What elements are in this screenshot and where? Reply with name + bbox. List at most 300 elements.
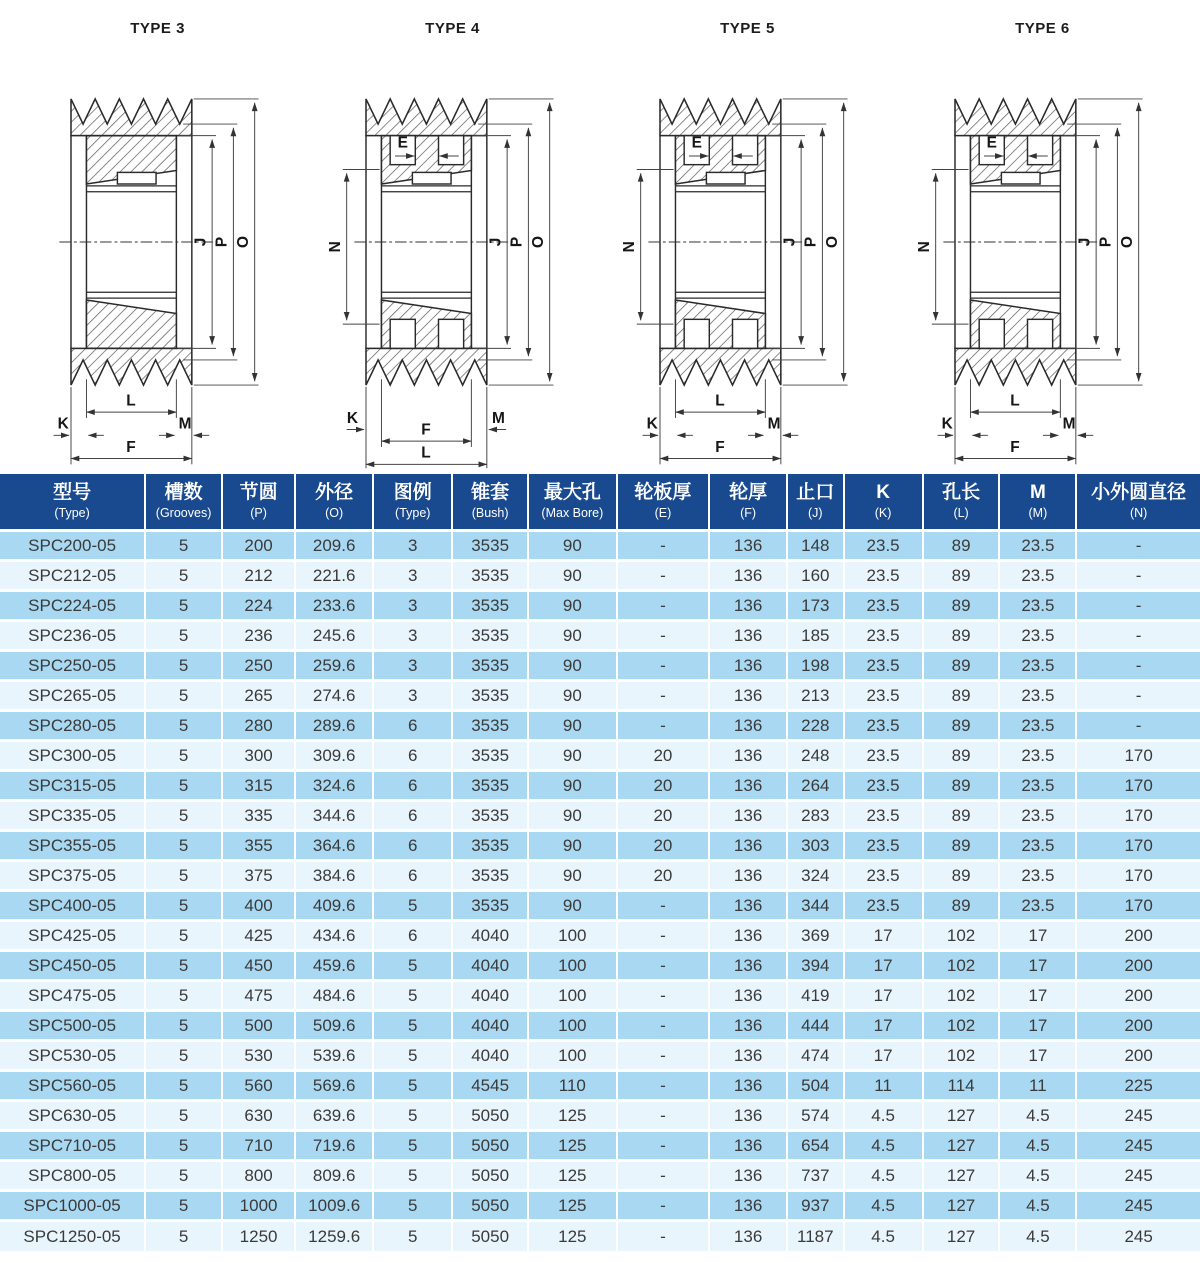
cell: 136 — [709, 651, 787, 681]
cell: 90 — [528, 861, 617, 891]
cell: 5 — [145, 711, 222, 741]
cell: 335 — [222, 801, 295, 831]
col-header-en: (M) — [1028, 505, 1048, 520]
cell: 23.5 — [844, 891, 923, 921]
col-header-en: (L) — [953, 505, 969, 520]
cell: SPC250-05 — [0, 651, 145, 681]
cell: 200 — [1076, 921, 1200, 951]
cell: 4.5 — [999, 1131, 1076, 1161]
cell: 5 — [373, 1041, 452, 1071]
cell: 136 — [709, 1161, 787, 1191]
col-header-en: (N) — [1129, 505, 1148, 520]
cell: 274.6 — [295, 681, 373, 711]
cell: 4.5 — [999, 1161, 1076, 1191]
cell: 170 — [1076, 861, 1200, 891]
cell: 264 — [787, 771, 843, 801]
col-header-7 — [617, 474, 709, 531]
cell: 474 — [787, 1041, 843, 1071]
cell: 3535 — [452, 591, 528, 621]
cell: 400 — [222, 891, 295, 921]
col-header-zh: 型号 — [53, 482, 92, 503]
col-header-6 — [528, 474, 617, 531]
col-header-4 — [373, 474, 452, 531]
cell: 185 — [787, 621, 843, 651]
cell: 245 — [1076, 1101, 1200, 1131]
cell: 23.5 — [999, 831, 1076, 861]
cell: 245 — [1076, 1161, 1200, 1191]
cell: 5 — [145, 651, 222, 681]
cell: 6 — [373, 771, 452, 801]
table-row — [0, 891, 1200, 921]
table-row — [0, 861, 1200, 891]
col-header-zh: 轮厚 — [729, 482, 768, 503]
cell: 5050 — [452, 1221, 528, 1251]
cell: 170 — [1076, 771, 1200, 801]
cell: 170 — [1076, 891, 1200, 921]
figure-type5 — [604, 10, 891, 474]
table-row — [0, 1101, 1200, 1131]
cell: 136 — [709, 1191, 787, 1221]
dim-label-j: J — [191, 237, 209, 247]
cell: 125 — [528, 1101, 617, 1131]
figure-title: TYPE 5 — [720, 20, 775, 37]
dim-label-m: M — [1063, 415, 1076, 433]
table-row — [0, 831, 1200, 861]
cell: 6 — [373, 741, 452, 771]
cell: - — [1076, 711, 1200, 741]
cell: - — [617, 1041, 709, 1071]
cell: 6 — [373, 831, 452, 861]
cell: 250 — [222, 651, 295, 681]
cell: 6 — [373, 921, 452, 951]
cell: 3 — [373, 651, 452, 681]
cell: 560 — [222, 1071, 295, 1101]
cell: 245.6 — [295, 621, 373, 651]
cell: 136 — [709, 1131, 787, 1161]
cell: 4.5 — [844, 1161, 923, 1191]
web-slot — [1028, 136, 1053, 165]
table-row — [0, 1071, 1200, 1101]
cell: 100 — [528, 951, 617, 981]
cell: 5050 — [452, 1131, 528, 1161]
cell: 127 — [923, 1101, 1000, 1131]
cell: 89 — [923, 531, 1000, 561]
cell: 198 — [787, 651, 843, 681]
cell: 209.6 — [295, 531, 373, 561]
dim-label-o: O — [1119, 235, 1137, 249]
cell: 5 — [373, 1011, 452, 1041]
cell: SPC425-05 — [0, 921, 145, 951]
cell: 127 — [923, 1131, 1000, 1161]
cell: 100 — [528, 921, 617, 951]
table-row — [0, 801, 1200, 831]
cell: 127 — [923, 1161, 1000, 1191]
cell: 136 — [709, 1071, 787, 1101]
dim-label-o: O — [529, 235, 547, 249]
dim-label-j: J — [486, 237, 504, 247]
cell: 23.5 — [844, 591, 923, 621]
cell: 5 — [373, 1161, 452, 1191]
col-header-zh: 止口 — [796, 482, 835, 503]
cell: 303 — [787, 831, 843, 861]
cell: 89 — [923, 741, 1000, 771]
cell: 4040 — [452, 1041, 528, 1071]
cell: 173 — [787, 591, 843, 621]
dim-label-l: L — [420, 444, 431, 462]
table-row — [0, 1161, 1200, 1191]
cell: 5 — [145, 591, 222, 621]
table-row — [0, 1221, 1200, 1251]
cell: 500 — [222, 1011, 295, 1041]
table-row — [0, 711, 1200, 741]
cell: 280 — [222, 711, 295, 741]
cell: SPC315-05 — [0, 771, 145, 801]
cell: 90 — [528, 711, 617, 741]
cell: 3535 — [452, 621, 528, 651]
cell: 3535 — [452, 531, 528, 561]
cell: 459.6 — [295, 951, 373, 981]
cell: - — [1076, 681, 1200, 711]
cell: 324.6 — [295, 771, 373, 801]
spec-table — [0, 474, 1200, 1251]
cell: 719.6 — [295, 1131, 373, 1161]
cell: 364.6 — [295, 831, 373, 861]
cell: SPC236-05 — [0, 621, 145, 651]
cell: SPC400-05 — [0, 891, 145, 921]
cell: 5 — [145, 801, 222, 831]
cell: 375 — [222, 861, 295, 891]
table-row — [0, 921, 1200, 951]
cell: 17 — [844, 921, 923, 951]
cell: - — [1076, 531, 1200, 561]
cell: 17 — [844, 1011, 923, 1041]
cell: 23.5 — [844, 831, 923, 861]
col-header-en: (F) — [740, 505, 757, 520]
dim-label-l: L — [1010, 392, 1021, 410]
web-slot — [390, 319, 415, 348]
cell: 5 — [145, 621, 222, 651]
cell: 89 — [923, 681, 1000, 711]
cell: 160 — [787, 561, 843, 591]
cell: 170 — [1076, 801, 1200, 831]
cell: 344 — [787, 891, 843, 921]
cell: 20 — [617, 831, 709, 861]
cell: - — [617, 1131, 709, 1161]
cell: 100 — [528, 981, 617, 1011]
col-header-zh: 小外圆直径 — [1091, 482, 1187, 503]
col-header-0 — [0, 474, 145, 531]
col-header-en: (P) — [250, 505, 267, 520]
cell: 3535 — [452, 651, 528, 681]
cell: - — [617, 621, 709, 651]
cell: 23.5 — [844, 531, 923, 561]
col-header-zh: 孔长 — [942, 482, 981, 503]
cell: 136 — [709, 741, 787, 771]
cell: 11 — [999, 1071, 1076, 1101]
cell: 3 — [373, 531, 452, 561]
cell: 3535 — [452, 861, 528, 891]
cell: 5 — [145, 1221, 222, 1251]
cell: 710 — [222, 1131, 295, 1161]
cell: 136 — [709, 921, 787, 951]
cell: 6 — [373, 801, 452, 831]
dim-label-o: O — [234, 235, 252, 249]
cell: 434.6 — [295, 921, 373, 951]
cell: - — [617, 711, 709, 741]
figure-type6 — [899, 10, 1186, 474]
dim-label-p: P — [213, 236, 231, 248]
cell: 20 — [617, 741, 709, 771]
cell: 450 — [222, 951, 295, 981]
cell: 102 — [923, 951, 1000, 981]
cell: 23.5 — [999, 801, 1076, 831]
col-header-en: (O) — [325, 505, 344, 520]
cell: SPC1000-05 — [0, 1191, 145, 1221]
cell: 136 — [709, 1041, 787, 1071]
cell: 136 — [709, 1011, 787, 1041]
cell: 425 — [222, 921, 295, 951]
cell: 5 — [145, 1161, 222, 1191]
col-header-8 — [709, 474, 787, 531]
cell: 23.5 — [999, 531, 1076, 561]
cell: SPC530-05 — [0, 1041, 145, 1071]
cell: 100 — [528, 1011, 617, 1041]
cell: 504 — [787, 1071, 843, 1101]
cell: 5 — [373, 891, 452, 921]
cell: 23.5 — [999, 771, 1076, 801]
col-header-en: (Bush) — [471, 505, 509, 520]
cell: 90 — [528, 801, 617, 831]
figures-row — [0, 0, 1200, 474]
cell: - — [617, 891, 709, 921]
cell: 23.5 — [999, 861, 1076, 891]
dim-label-f: F — [715, 438, 726, 456]
header-row — [0, 474, 1200, 531]
cell: 200 — [1076, 951, 1200, 981]
groove-rim-bottom — [955, 348, 1076, 385]
cell: - — [617, 1101, 709, 1131]
cell: 5 — [145, 831, 222, 861]
cell: 5 — [373, 1101, 452, 1131]
cell: 213 — [787, 681, 843, 711]
table-row — [0, 741, 1200, 771]
col-header-11 — [923, 474, 1000, 531]
cell: 569.6 — [295, 1071, 373, 1101]
cell: 289.6 — [295, 711, 373, 741]
col-header-zh: 图例 — [393, 482, 432, 503]
cell: 394 — [787, 951, 843, 981]
cell: 90 — [528, 831, 617, 861]
web-slot — [685, 319, 710, 348]
cell: 5050 — [452, 1101, 528, 1131]
cell: 539.6 — [295, 1041, 373, 1071]
cell: 530 — [222, 1041, 295, 1071]
cell: 369 — [787, 921, 843, 951]
groove-rim-top — [955, 99, 1076, 136]
cell: 5 — [145, 1131, 222, 1161]
web-slot — [733, 319, 758, 348]
web-slot — [980, 319, 1005, 348]
cell: 5 — [145, 741, 222, 771]
cell: 23.5 — [844, 561, 923, 591]
cell: 5 — [145, 1071, 222, 1101]
cell: 90 — [528, 891, 617, 921]
cell: 5 — [145, 1041, 222, 1071]
pulley-drawing-type4 — [317, 39, 589, 474]
col-header-zh: 槽数 — [164, 482, 203, 503]
dim-label-n: N — [621, 241, 639, 253]
cell: 324 — [787, 861, 843, 891]
cell: 89 — [923, 711, 1000, 741]
groove-rim-top — [71, 99, 192, 136]
spec-table-head — [0, 474, 1200, 531]
cell: - — [617, 1161, 709, 1191]
groove-rim-top — [366, 99, 487, 136]
cell: 114 — [923, 1071, 1000, 1101]
cell: 5 — [145, 951, 222, 981]
dim-label-m: M — [768, 415, 781, 433]
cell: 3535 — [452, 561, 528, 591]
col-header-5 — [452, 474, 528, 531]
cell: - — [617, 921, 709, 951]
cell: 200 — [1076, 1011, 1200, 1041]
cell: 4.5 — [844, 1221, 923, 1251]
table-row — [0, 981, 1200, 1011]
hub-lower — [86, 300, 176, 348]
dim-label-n: N — [326, 241, 344, 253]
cell: SPC630-05 — [0, 1101, 145, 1131]
web-slot — [1028, 319, 1053, 348]
col-header-zh: 锥套 — [471, 482, 510, 503]
cell: 3535 — [452, 771, 528, 801]
cell: 17 — [999, 921, 1076, 951]
dim-label-f: F — [1010, 438, 1021, 456]
cell: 23.5 — [999, 621, 1076, 651]
cell: 355 — [222, 831, 295, 861]
cell: 100 — [528, 1041, 617, 1071]
cell: - — [617, 1011, 709, 1041]
cell: SPC200-05 — [0, 531, 145, 561]
col-header-en: (E) — [654, 505, 672, 520]
dim-label-j: J — [1076, 237, 1094, 247]
col-header-en: (J) — [808, 505, 823, 520]
cell: 484.6 — [295, 981, 373, 1011]
cell: 4040 — [452, 921, 528, 951]
cell: 4.5 — [999, 1221, 1076, 1251]
cell: 200 — [1076, 1041, 1200, 1071]
cell: 136 — [709, 861, 787, 891]
col-header-1 — [145, 474, 222, 531]
cell: - — [1076, 651, 1200, 681]
cell: 5 — [373, 951, 452, 981]
cell: 300 — [222, 741, 295, 771]
cell: 148 — [787, 531, 843, 561]
cell: SPC375-05 — [0, 861, 145, 891]
cell: 127 — [923, 1221, 1000, 1251]
table-row — [0, 1041, 1200, 1071]
cell: 3535 — [452, 801, 528, 831]
cell: - — [1076, 591, 1200, 621]
table-row — [0, 621, 1200, 651]
cell: 509.6 — [295, 1011, 373, 1041]
cell: 89 — [923, 801, 1000, 831]
cell: 23.5 — [844, 621, 923, 651]
cell: SPC800-05 — [0, 1161, 145, 1191]
cell: 90 — [528, 651, 617, 681]
cell: - — [617, 1191, 709, 1221]
cell: 90 — [528, 681, 617, 711]
dim-label-j: J — [781, 237, 799, 247]
cell: - — [1076, 561, 1200, 591]
cell: 17 — [999, 1011, 1076, 1041]
cell: 102 — [923, 1011, 1000, 1041]
cell: 11 — [844, 1071, 923, 1101]
cell: 23.5 — [999, 591, 1076, 621]
cell: 6 — [373, 711, 452, 741]
dim-label-f: F — [420, 421, 431, 439]
cell: 444 — [787, 1011, 843, 1041]
col-header-zh: M — [1029, 482, 1046, 503]
cell: 5 — [145, 1011, 222, 1041]
col-header-3 — [295, 474, 373, 531]
cell: 4.5 — [844, 1191, 923, 1221]
cell: 5 — [373, 1131, 452, 1161]
cell: SPC475-05 — [0, 981, 145, 1011]
figure-title: TYPE 3 — [130, 20, 185, 37]
col-header-13 — [1076, 474, 1200, 531]
col-header-zh: 节圆 — [239, 482, 278, 503]
keyway — [412, 172, 451, 184]
cell: 639.6 — [295, 1101, 373, 1131]
groove-rim-bottom — [366, 348, 487, 385]
cell: 23.5 — [844, 771, 923, 801]
cell: 90 — [528, 531, 617, 561]
cell: 110 — [528, 1071, 617, 1101]
cell: 212 — [222, 561, 295, 591]
dim-label-l: L — [715, 392, 726, 410]
cell: 3 — [373, 591, 452, 621]
cell: 245 — [1076, 1221, 1200, 1251]
cell: 409.6 — [295, 891, 373, 921]
cell: 90 — [528, 771, 617, 801]
cell: 5 — [145, 561, 222, 591]
cell: 5 — [373, 981, 452, 1011]
cell: - — [617, 591, 709, 621]
cell: 136 — [709, 891, 787, 921]
col-header-zh: 外径 — [315, 482, 354, 503]
cell: SPC450-05 — [0, 951, 145, 981]
cell: 630 — [222, 1101, 295, 1131]
dim-label-m: M — [491, 409, 505, 427]
cell: SPC1250-05 — [0, 1221, 145, 1251]
cell: 89 — [923, 891, 1000, 921]
spec-table-body — [0, 531, 1200, 1251]
cell: 809.6 — [295, 1161, 373, 1191]
cell: 4.5 — [999, 1191, 1076, 1221]
cell: 102 — [923, 981, 1000, 1011]
cell: 136 — [709, 951, 787, 981]
figure-type4 — [309, 10, 596, 474]
dim-label-n: N — [916, 241, 934, 253]
cell: 5 — [373, 1191, 452, 1221]
cell: 5 — [373, 1221, 452, 1251]
cell: 20 — [617, 861, 709, 891]
cell: 5 — [145, 771, 222, 801]
cell: 3535 — [452, 891, 528, 921]
cell: SPC300-05 — [0, 741, 145, 771]
cell: 3535 — [452, 681, 528, 711]
cell: 136 — [709, 681, 787, 711]
